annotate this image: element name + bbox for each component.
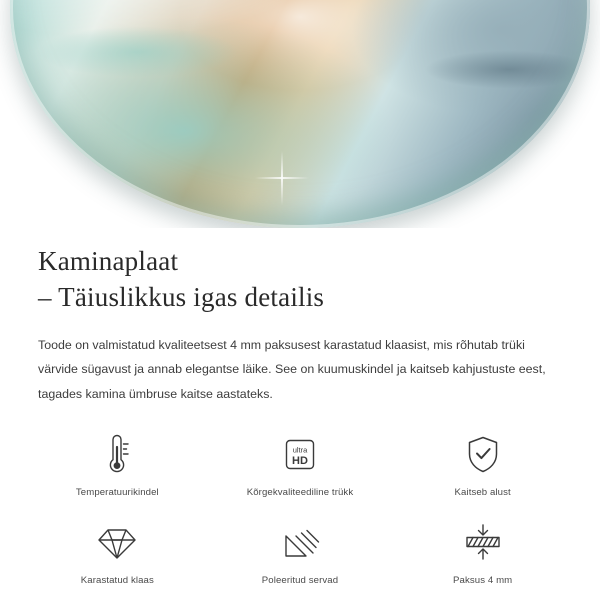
thickness-icon: [461, 520, 505, 566]
ultra-hd-icon: [278, 432, 322, 478]
title-line-1: Kaminaplaat: [38, 246, 179, 276]
hero-image: [0, 0, 600, 228]
feature-label: Kõrgekvaliteediline trükk: [246, 486, 354, 498]
feature-item-tempered-glass: [26, 520, 209, 586]
feature-item-temperature: [26, 432, 209, 498]
feature-item-thickness: [391, 520, 574, 586]
feature-item-print-quality: [209, 432, 392, 498]
feature-item-polished-edges: [209, 520, 392, 586]
feature-label: Temperatuurikindel: [75, 486, 159, 498]
glass-sparkle-icon: [255, 151, 309, 205]
feature-label: Kaitseb alust: [454, 486, 511, 498]
text-content: [0, 228, 600, 406]
svg-text:ultra: ultra: [292, 445, 308, 455]
feature-grid: [0, 432, 600, 586]
feature-label: Karastatud klaas: [80, 574, 154, 586]
svg-text:HD: HD: [292, 454, 308, 467]
feature-label: Paksus 4 mm: [453, 574, 513, 586]
shield-check-icon: [463, 432, 503, 478]
product-description: Toode on valmistatud kvaliteetsest 4 mm paksusest karastatud klaasist, mis rõhutab trüki värvide sügavust ja annab elegantse läike. See on kuumuskindel ja kaitseb kahjustuste eest, tagades kamina ümbruse kaitse aastateks.: [38, 338, 546, 401]
feature-label: Poleeritud servad: [261, 574, 339, 586]
polished-edges-icon: [280, 520, 320, 566]
diamond-icon: [95, 520, 139, 566]
title-line-2: – Täiuslikkus igas detailis: [38, 281, 325, 312]
feature-item-protects-base: [391, 432, 574, 498]
thermometer-icon: [100, 432, 134, 478]
page-title: [38, 244, 562, 315]
